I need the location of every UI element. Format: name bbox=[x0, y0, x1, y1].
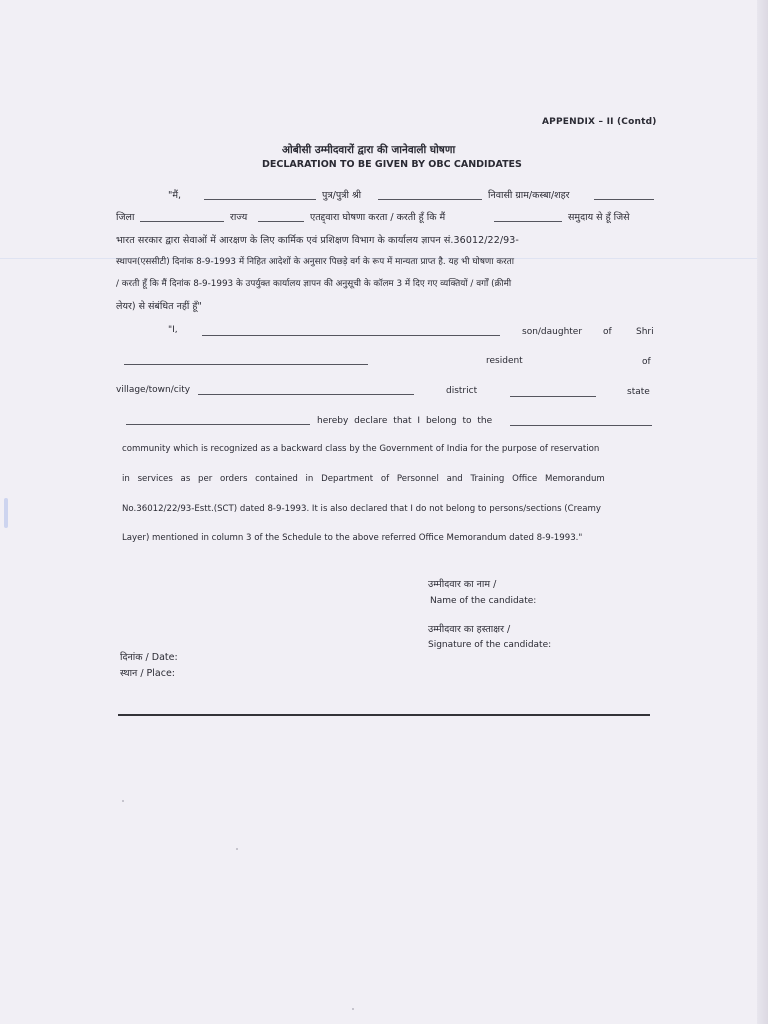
blank-name-hindi bbox=[204, 199, 316, 200]
english-district: district bbox=[446, 386, 478, 396]
hindi-line-5: / करती हूँ कि मैं दिनांक 8-9-1993 के उपर्युक्त कार्यालय ज्ञापन की अनुसूची के कॉलम 3 में दिए गए व्यक्तियों / वर्गों (क्रीमी bbox=[116, 279, 512, 289]
hindi-son-of: पुत्र/पुत्री श्री bbox=[322, 190, 362, 201]
english-hereby: hereby declare that I belong to the bbox=[317, 416, 493, 426]
hindi-district: जिला bbox=[116, 212, 135, 223]
hindi-line-6: लेयर) से संबंधित नहीं हूँ" bbox=[116, 301, 202, 312]
hindi-hereby: एतद्द्वारा घोषणा करता / करती हूँ कि मैं bbox=[310, 212, 446, 223]
hindi-state: राज्य bbox=[230, 212, 248, 223]
title-english: DECLARATION TO BE GIVEN BY OBC CANDIDATES bbox=[262, 159, 522, 170]
scan-speck bbox=[352, 1008, 354, 1010]
english-para-2: in services as per orders contained in Department of Personnel and Training Office Memorandum bbox=[122, 474, 605, 484]
candidate-signature-english: Signature of the candidate: bbox=[428, 640, 552, 650]
appendix-label: APPENDIX – II (Contd) bbox=[542, 117, 657, 127]
blank-community-hindi bbox=[494, 221, 562, 222]
scan-artifact-mark bbox=[4, 498, 8, 528]
blank-father-hindi bbox=[378, 199, 482, 200]
english-state: state bbox=[627, 387, 650, 397]
english-son-daughter: son/daughter bbox=[522, 327, 583, 337]
hindi-main-prefix: "मैं, bbox=[168, 190, 182, 201]
english-i-prefix: "I, bbox=[168, 325, 178, 335]
blank-father-english bbox=[124, 364, 368, 365]
footer-rule bbox=[118, 714, 650, 716]
page-edge bbox=[757, 0, 768, 1024]
blank-district-english bbox=[510, 396, 596, 397]
hindi-community: समुदाय से हूँ जिसे bbox=[568, 212, 630, 223]
hindi-line-4: स्थापन(एससीटी) दिनांक 8-9-1993 में निहित आदेशों के अनुसार पिछड़े वर्ग के रूप में मान्यता प्राप्त है. यह भी घोषणा करता bbox=[116, 257, 514, 267]
english-resident: resident bbox=[486, 356, 523, 366]
blank-state-hindi bbox=[258, 221, 304, 222]
hindi-resident: निवासी ग्राम/कस्बा/शहर bbox=[488, 190, 570, 201]
title-hindi: ओबीसी उम्मीदवारों द्वारा की जानेवाली घोषणा bbox=[282, 144, 456, 156]
english-of-2: of bbox=[642, 357, 651, 367]
english-para-1: community which is recognized as a backward class by the Government of India for the purpose of reservation bbox=[122, 444, 600, 454]
english-of-1: of bbox=[603, 327, 612, 337]
scan-speck bbox=[236, 848, 238, 850]
hindi-line-3: भारत सरकार द्वारा सेवाओं में आरक्षण के लिए कार्मिक एवं प्रशिक्षण विभाग के कार्यालय ज्ञापन सं.36012/22/93- bbox=[116, 235, 519, 246]
date-label: दिनांक / Date: bbox=[120, 652, 178, 663]
candidate-name-english: Name of the candidate: bbox=[430, 596, 537, 606]
candidate-signature-hindi: उम्मीदवार का हस्ताक्षर / bbox=[428, 624, 511, 635]
blank-village-hindi bbox=[594, 199, 654, 200]
english-shri: Shri bbox=[636, 327, 654, 337]
english-para-4: Layer) mentioned in column 3 of the Schedule to the above referred Office Memorandum dated 8-9-1993." bbox=[122, 533, 583, 543]
place-label: स्थान / Place: bbox=[120, 668, 176, 679]
english-village: village/town/city bbox=[116, 385, 191, 395]
blank-community-english bbox=[510, 425, 652, 426]
blank-name-english bbox=[202, 335, 500, 336]
candidate-name-hindi: उम्मीदवार का नाम / bbox=[428, 579, 497, 590]
english-para-3: No.36012/22/93-Estt.(SCT) dated 8-9-1993. It is also declared that I do not belong to persons/sections (Creamy bbox=[122, 504, 601, 514]
blank-district-hindi bbox=[140, 221, 224, 222]
scan-speck bbox=[122, 800, 124, 802]
blank-village-english bbox=[198, 394, 414, 395]
blank-state-english bbox=[126, 424, 310, 425]
